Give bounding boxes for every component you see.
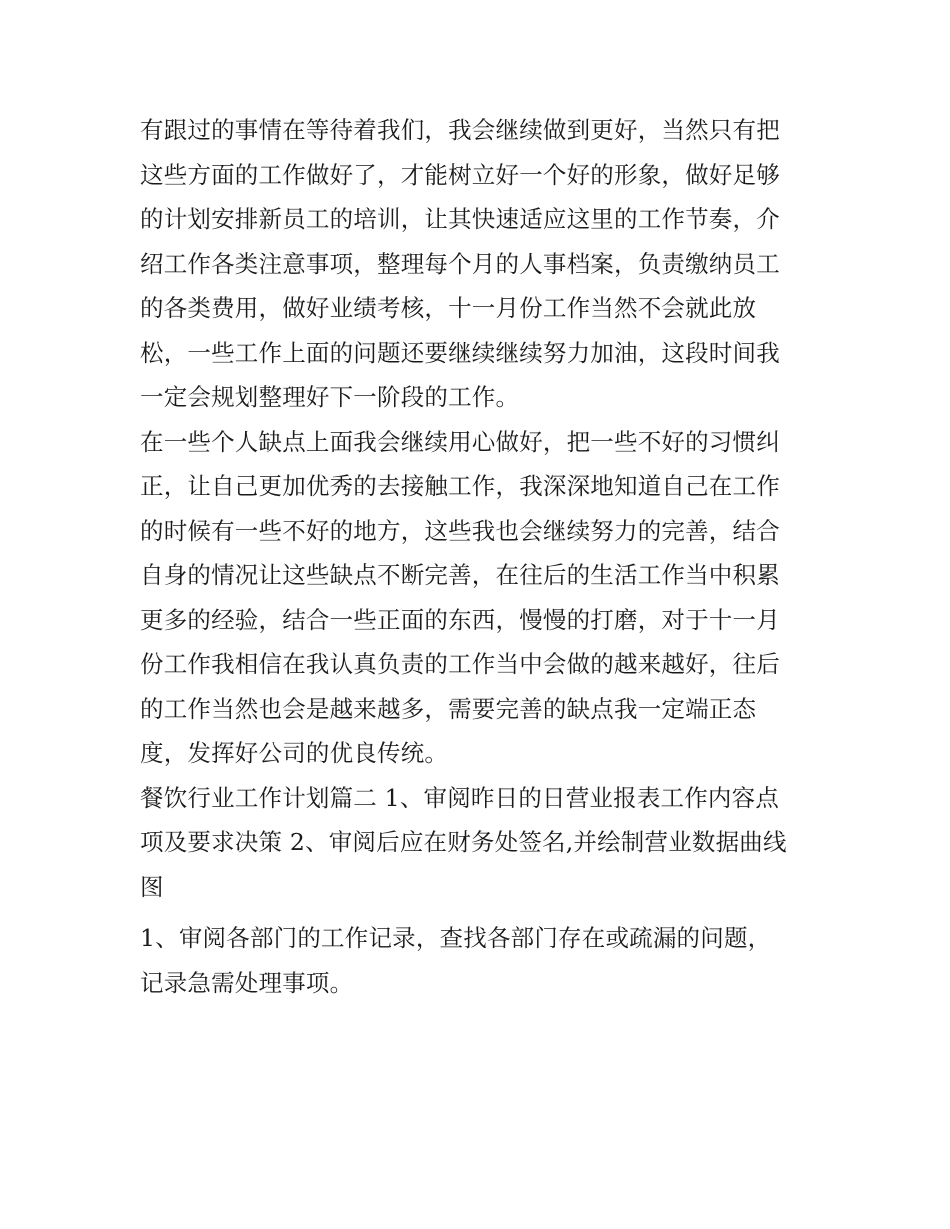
paragraph-3	[140, 776, 820, 910]
text-line: 更多的经验，结合一些正面的东西，慢慢的打磨，对于十一月	[140, 605, 780, 634]
paragraph-1	[140, 108, 820, 420]
text-line: 项及要求决策 2、审阅后应在财务处签名,并绘制营业数据曲线	[140, 828, 787, 856]
text-line: 1、审阅各部门的工作记录，查找各部门存在或疏漏的问题，	[140, 924, 772, 952]
text-line: 有跟过的事情在等待着我们，我会继续做到更好，当然只有把	[140, 116, 780, 144]
document-body	[140, 108, 820, 1005]
text-line: 份工作我相信在我认真负责的工作当中会做的越来越好，往后	[140, 650, 780, 678]
text-line: 图	[140, 872, 164, 901]
paragraph-4	[140, 916, 820, 1005]
text-line: 这些方面的工作做好了，才能树立好一个好的形象，做好足够	[140, 160, 780, 189]
text-line: 的各类费用，做好业绩考核，十一月份工作当然不会就此放	[140, 294, 757, 322]
text-line: 在一些个人缺点上面我会继续用心做好，把一些不好的习惯纠	[140, 427, 780, 456]
text-line: 正，让自己更加优秀的去接触工作，我深深地知道自己在工作	[140, 472, 780, 500]
text-line: 记录急需处理事项。	[140, 968, 354, 997]
text-line: 一定会规划整理好下一阶段的工作。	[140, 383, 520, 411]
text-line: 自身的情况让这些缺点不断完善，在往后的生活工作当中积累	[140, 561, 780, 589]
text-line: 的计划安排新员工的培训，让其快速适应这里的工作节奏，介	[140, 205, 780, 233]
paragraph-2	[140, 420, 820, 776]
text-line: 度，发挥好公司的优良传统。	[140, 739, 449, 767]
paragraph-spacer	[140, 909, 820, 916]
text-line: 的时候有一些不好的地方，这些我也会继续努力的完善，结合	[140, 516, 780, 545]
text-line: 的工作当然也会是越来越多，需要完善的缺点我一定端正态	[140, 694, 757, 723]
text-line: 餐饮行业工作计划篇二 1、审阅昨日的日营业报表工作内容点	[140, 783, 780, 812]
text-line: 绍工作各类注意事项，整理每个月的人事档案，负责缴纳员工	[140, 249, 780, 278]
text-line: 松，一些工作上面的问题还要继续继续努力加油，这段时间我	[140, 338, 780, 367]
